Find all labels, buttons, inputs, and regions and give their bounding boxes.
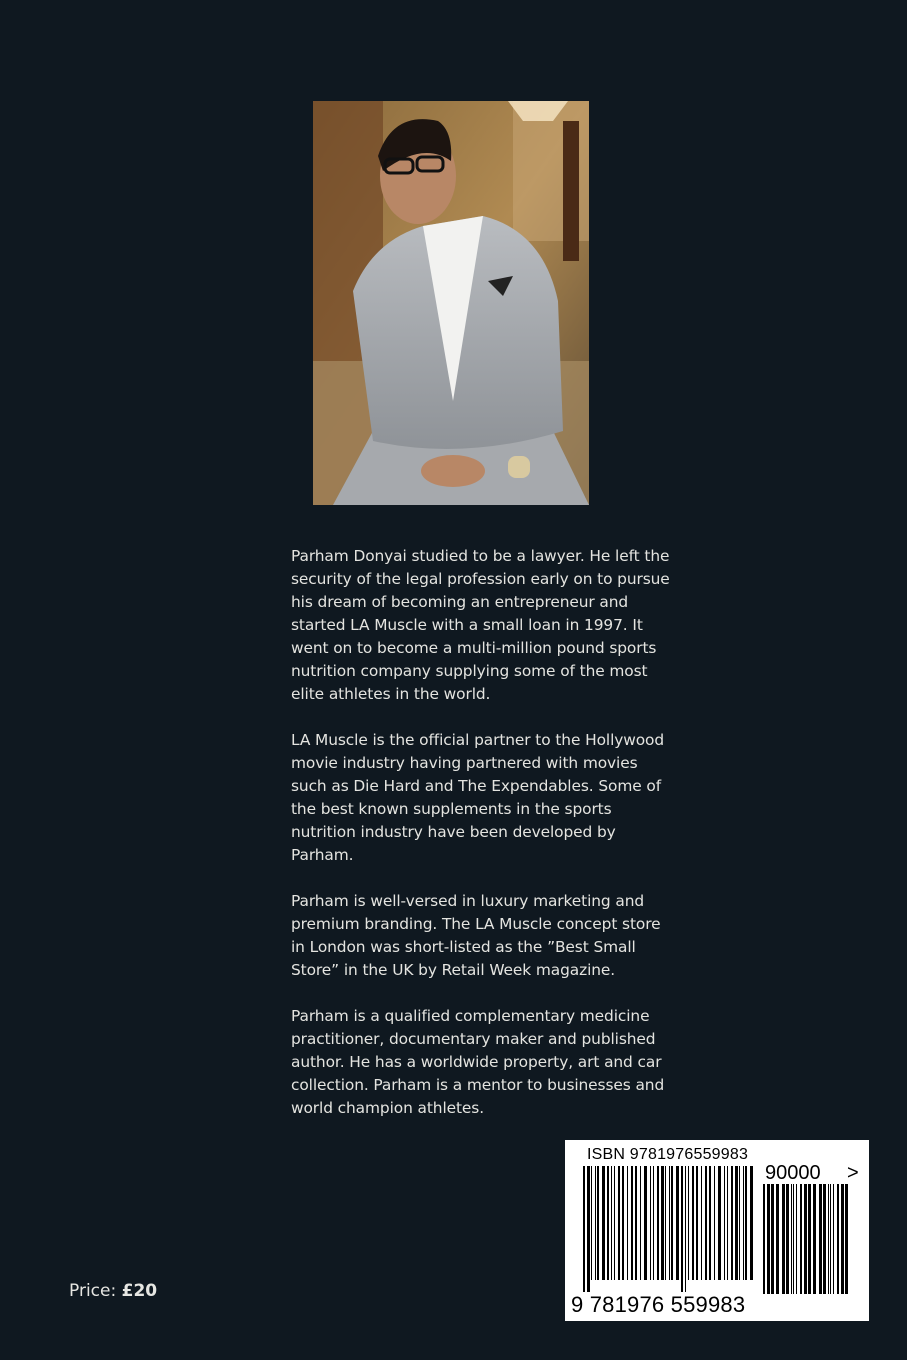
ean-digits: 9 781976 559983 xyxy=(571,1292,746,1317)
barcode-bar xyxy=(841,1184,844,1294)
author-biography xyxy=(291,545,671,1143)
bio-paragraph: Parham is well-versed in luxury marketing and premium branding. The LA Muscle concept store in London was short-listed as the ”Best Small Store” in the UK by Retail Week magazine. xyxy=(291,892,661,979)
barcode-bar xyxy=(591,1166,592,1280)
barcode-bar xyxy=(745,1166,747,1280)
barcode-bar xyxy=(583,1166,585,1292)
barcode-bar xyxy=(661,1166,664,1280)
barcode-bar xyxy=(731,1166,733,1280)
barcode-bar xyxy=(743,1166,744,1280)
barcode-bar xyxy=(776,1184,779,1294)
barcode-bar xyxy=(808,1184,811,1294)
barcode-bar xyxy=(793,1184,794,1294)
barcode-bar xyxy=(676,1166,679,1280)
barcode-bar xyxy=(739,1166,740,1280)
barcode-bar xyxy=(804,1184,807,1294)
barcode-bar xyxy=(763,1184,765,1294)
barcode-bar xyxy=(833,1184,834,1294)
addon-arrow: > xyxy=(847,1162,859,1184)
addon-barcode-bars xyxy=(763,1184,851,1306)
price-amount: £20 xyxy=(121,1281,158,1301)
barcode-bar xyxy=(828,1184,829,1294)
barcode-bar xyxy=(597,1166,599,1280)
barcode-bar xyxy=(767,1184,770,1294)
barcode-bar xyxy=(602,1166,605,1280)
barcode-bar xyxy=(705,1166,707,1280)
barcode-bar xyxy=(611,1166,612,1280)
barcode-bar xyxy=(782,1184,785,1294)
barcode-bar xyxy=(819,1184,822,1294)
barcode-bar xyxy=(671,1166,673,1280)
barcode-bar xyxy=(750,1166,753,1280)
barcode-bar xyxy=(688,1166,689,1280)
barcode-bar xyxy=(627,1166,628,1280)
barcode-bar xyxy=(622,1166,624,1280)
barcode-bar xyxy=(618,1166,620,1280)
barcode-bar xyxy=(727,1166,728,1280)
barcode-bar xyxy=(595,1166,596,1280)
barcode-bar xyxy=(669,1166,670,1280)
barcode-bar xyxy=(718,1166,721,1280)
barcode-bar xyxy=(786,1184,789,1294)
price-label xyxy=(69,1281,157,1301)
barcode-bar xyxy=(771,1184,774,1294)
barcode-bar xyxy=(640,1166,641,1280)
isbn-barcode xyxy=(565,1140,869,1321)
barcode-bar xyxy=(644,1166,647,1280)
barcode-bar xyxy=(724,1166,725,1280)
ean-barcode-bars xyxy=(583,1166,755,1292)
barcode-bar xyxy=(681,1166,683,1292)
addon-code: 90000 xyxy=(765,1162,821,1184)
barcode-bar xyxy=(614,1166,615,1280)
barcode-bar xyxy=(714,1166,715,1280)
barcode-bar xyxy=(837,1184,839,1294)
bio-paragraph: LA Muscle is the official partner to the Hollywood movie industry having partnered with movies such as Die Hard and The Expendables. Some of the best known supplements in the sports nutrition industry have been developed by Parham. xyxy=(291,731,665,864)
bio-paragraph: Parham Donyai studied to be a lawyer. He left the security of the legal profession early on to pursue his dream of becoming an entrepreneur and started LA Muscle with a small loan in 1997. It went on to become a multi-million pound sports nutrition company supplying some of the most elite athletes in the world. xyxy=(291,547,670,703)
barcode-bar xyxy=(791,1184,792,1294)
barcode-bar xyxy=(701,1166,702,1280)
barcode-bar xyxy=(735,1166,738,1280)
barcode-bar xyxy=(696,1166,698,1280)
barcode-bar xyxy=(709,1166,711,1280)
barcode-bar xyxy=(653,1166,654,1280)
barcode-bar xyxy=(587,1166,590,1292)
barcode-bar xyxy=(823,1184,826,1294)
isbn-number: ISBN 9781976559983 xyxy=(587,1146,749,1163)
barcode-bar xyxy=(800,1184,802,1294)
barcode-bar xyxy=(650,1166,651,1280)
barcode-bar xyxy=(813,1184,816,1294)
barcode-bar xyxy=(845,1184,848,1294)
barcode-bar xyxy=(631,1166,633,1280)
barcode-bar xyxy=(665,1166,666,1280)
barcode-bar xyxy=(796,1184,797,1294)
barcode-bar xyxy=(685,1166,686,1292)
price-label-text: Price: xyxy=(69,1281,117,1301)
bio-paragraph: Parham is a qualified complementary medicine practitioner, documentary maker and published author. He has a worldwide property, art and car collection. Parham is a mentor to businesses and world champion athletes. xyxy=(291,1007,665,1117)
barcode-bar xyxy=(607,1166,609,1280)
barcode-bar xyxy=(830,1184,831,1294)
barcode-bar xyxy=(657,1166,659,1280)
barcode-bar xyxy=(635,1166,637,1280)
author-photo xyxy=(313,101,589,505)
barcode-bar xyxy=(692,1166,694,1280)
